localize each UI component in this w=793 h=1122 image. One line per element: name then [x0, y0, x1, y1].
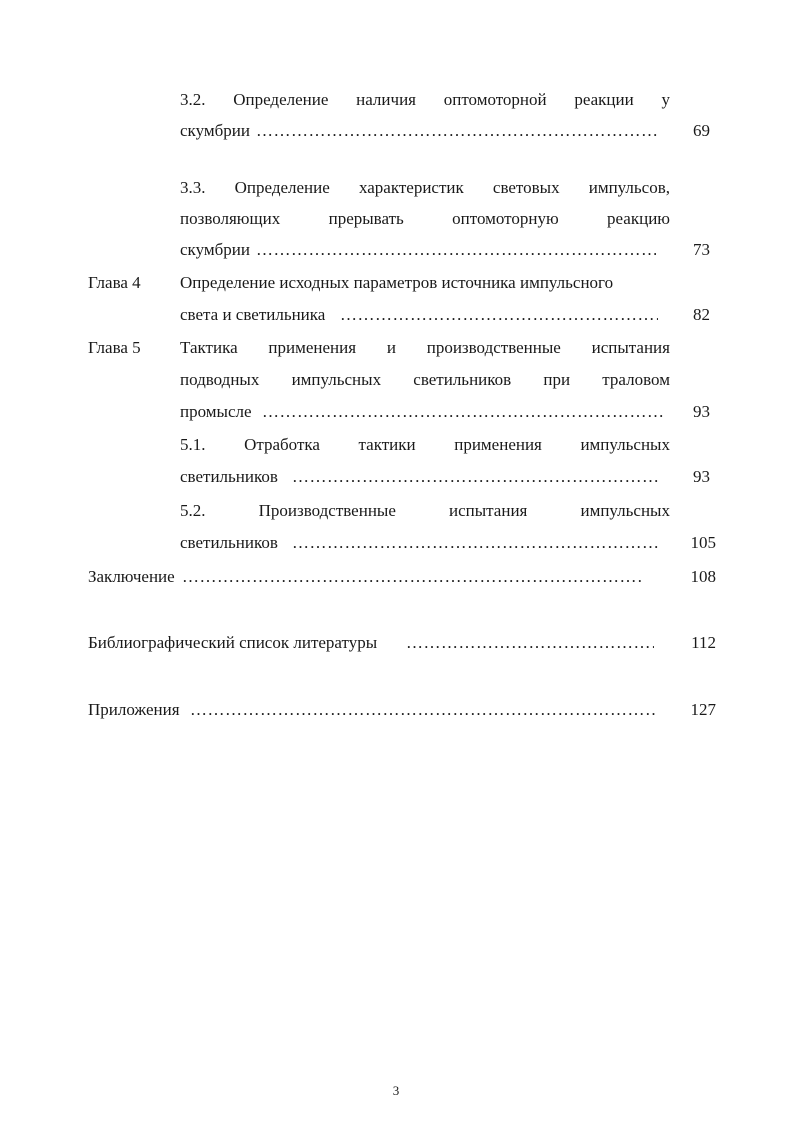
toc-entry-5-2-line1: 5.2. Производственные испытания импульсных: [180, 501, 670, 520]
toc-entry-3-2-number: 3.2.: [180, 90, 206, 109]
toc-leader-dots: [190, 699, 658, 721]
toc-leader-dots: [406, 632, 654, 654]
toc-chapter-4-line2: света и светильника: [180, 305, 326, 324]
toc-chapter-5-line2: подводных импульсных светильников при траловом: [180, 370, 670, 389]
toc-bibliography-title: Библиографический список литературы: [88, 633, 378, 652]
toc-entry-5-1-page: 93: [693, 467, 710, 486]
toc-entry-3-2-page: 69: [693, 121, 710, 140]
toc-leader-dots: [340, 304, 658, 326]
toc-chapter-4-line1: Определение исходных параметров источника импульсного: [180, 273, 614, 292]
toc-entry-3-3-page: 73: [693, 240, 710, 259]
toc-entry-3-3-line1: 3.3. Определение характеристик световых импульсов,: [180, 178, 670, 197]
toc-chapter-5-page: 93: [693, 402, 710, 421]
toc-entry-5-2-line2: светильников: [180, 533, 278, 552]
toc-bibliography-page: 112: [691, 633, 716, 652]
toc-entry-3-3-line3: скумбрии: [180, 240, 250, 259]
toc-chapter-5-line1: Тактика применения и производственные испытания: [180, 338, 670, 357]
toc-entry-5-1-line1: 5.1. Отработка тактики применения импульсных: [180, 435, 670, 454]
toc-entry-5-2-number: 5.2.: [180, 501, 206, 520]
toc-chapter-4-page: 82: [693, 305, 710, 324]
toc-leader-dots: [182, 566, 642, 588]
toc-appendix-page: 127: [690, 700, 716, 719]
toc-leader-dots: [292, 532, 658, 554]
toc-entry-3-2-line1: 3.2. Определение наличия оптомоторной реакции у: [180, 90, 670, 109]
toc-entry-3-2-line2: скумбрии: [180, 121, 250, 140]
toc-appendix-title: Приложения: [88, 700, 180, 719]
page-number: 3: [392, 1083, 400, 1098]
toc-conclusion-page: 108: [690, 567, 716, 586]
toc-chapter-5-line3: промысле: [180, 402, 252, 421]
toc-leader-dots: [292, 466, 658, 488]
toc-leader-dots: [256, 239, 656, 261]
toc-conclusion-title: Заключение: [88, 567, 175, 586]
toc-entry-3-3-line2: позволяющих прерывать оптомоторную реакцию: [180, 209, 670, 228]
toc-entry-5-2-page: 105: [690, 533, 716, 552]
toc-chapter-4-label: Глава 4: [88, 273, 141, 292]
toc-chapter-5-label: Глава 5: [88, 338, 141, 357]
toc-leader-dots: [262, 401, 664, 423]
toc-entry-5-1-line2: светильников: [180, 467, 278, 486]
toc-leader-dots: [256, 120, 660, 142]
toc-entry-3-3-number: 3.3.: [180, 178, 206, 197]
toc-entry-5-1-number: 5.1.: [180, 435, 206, 454]
